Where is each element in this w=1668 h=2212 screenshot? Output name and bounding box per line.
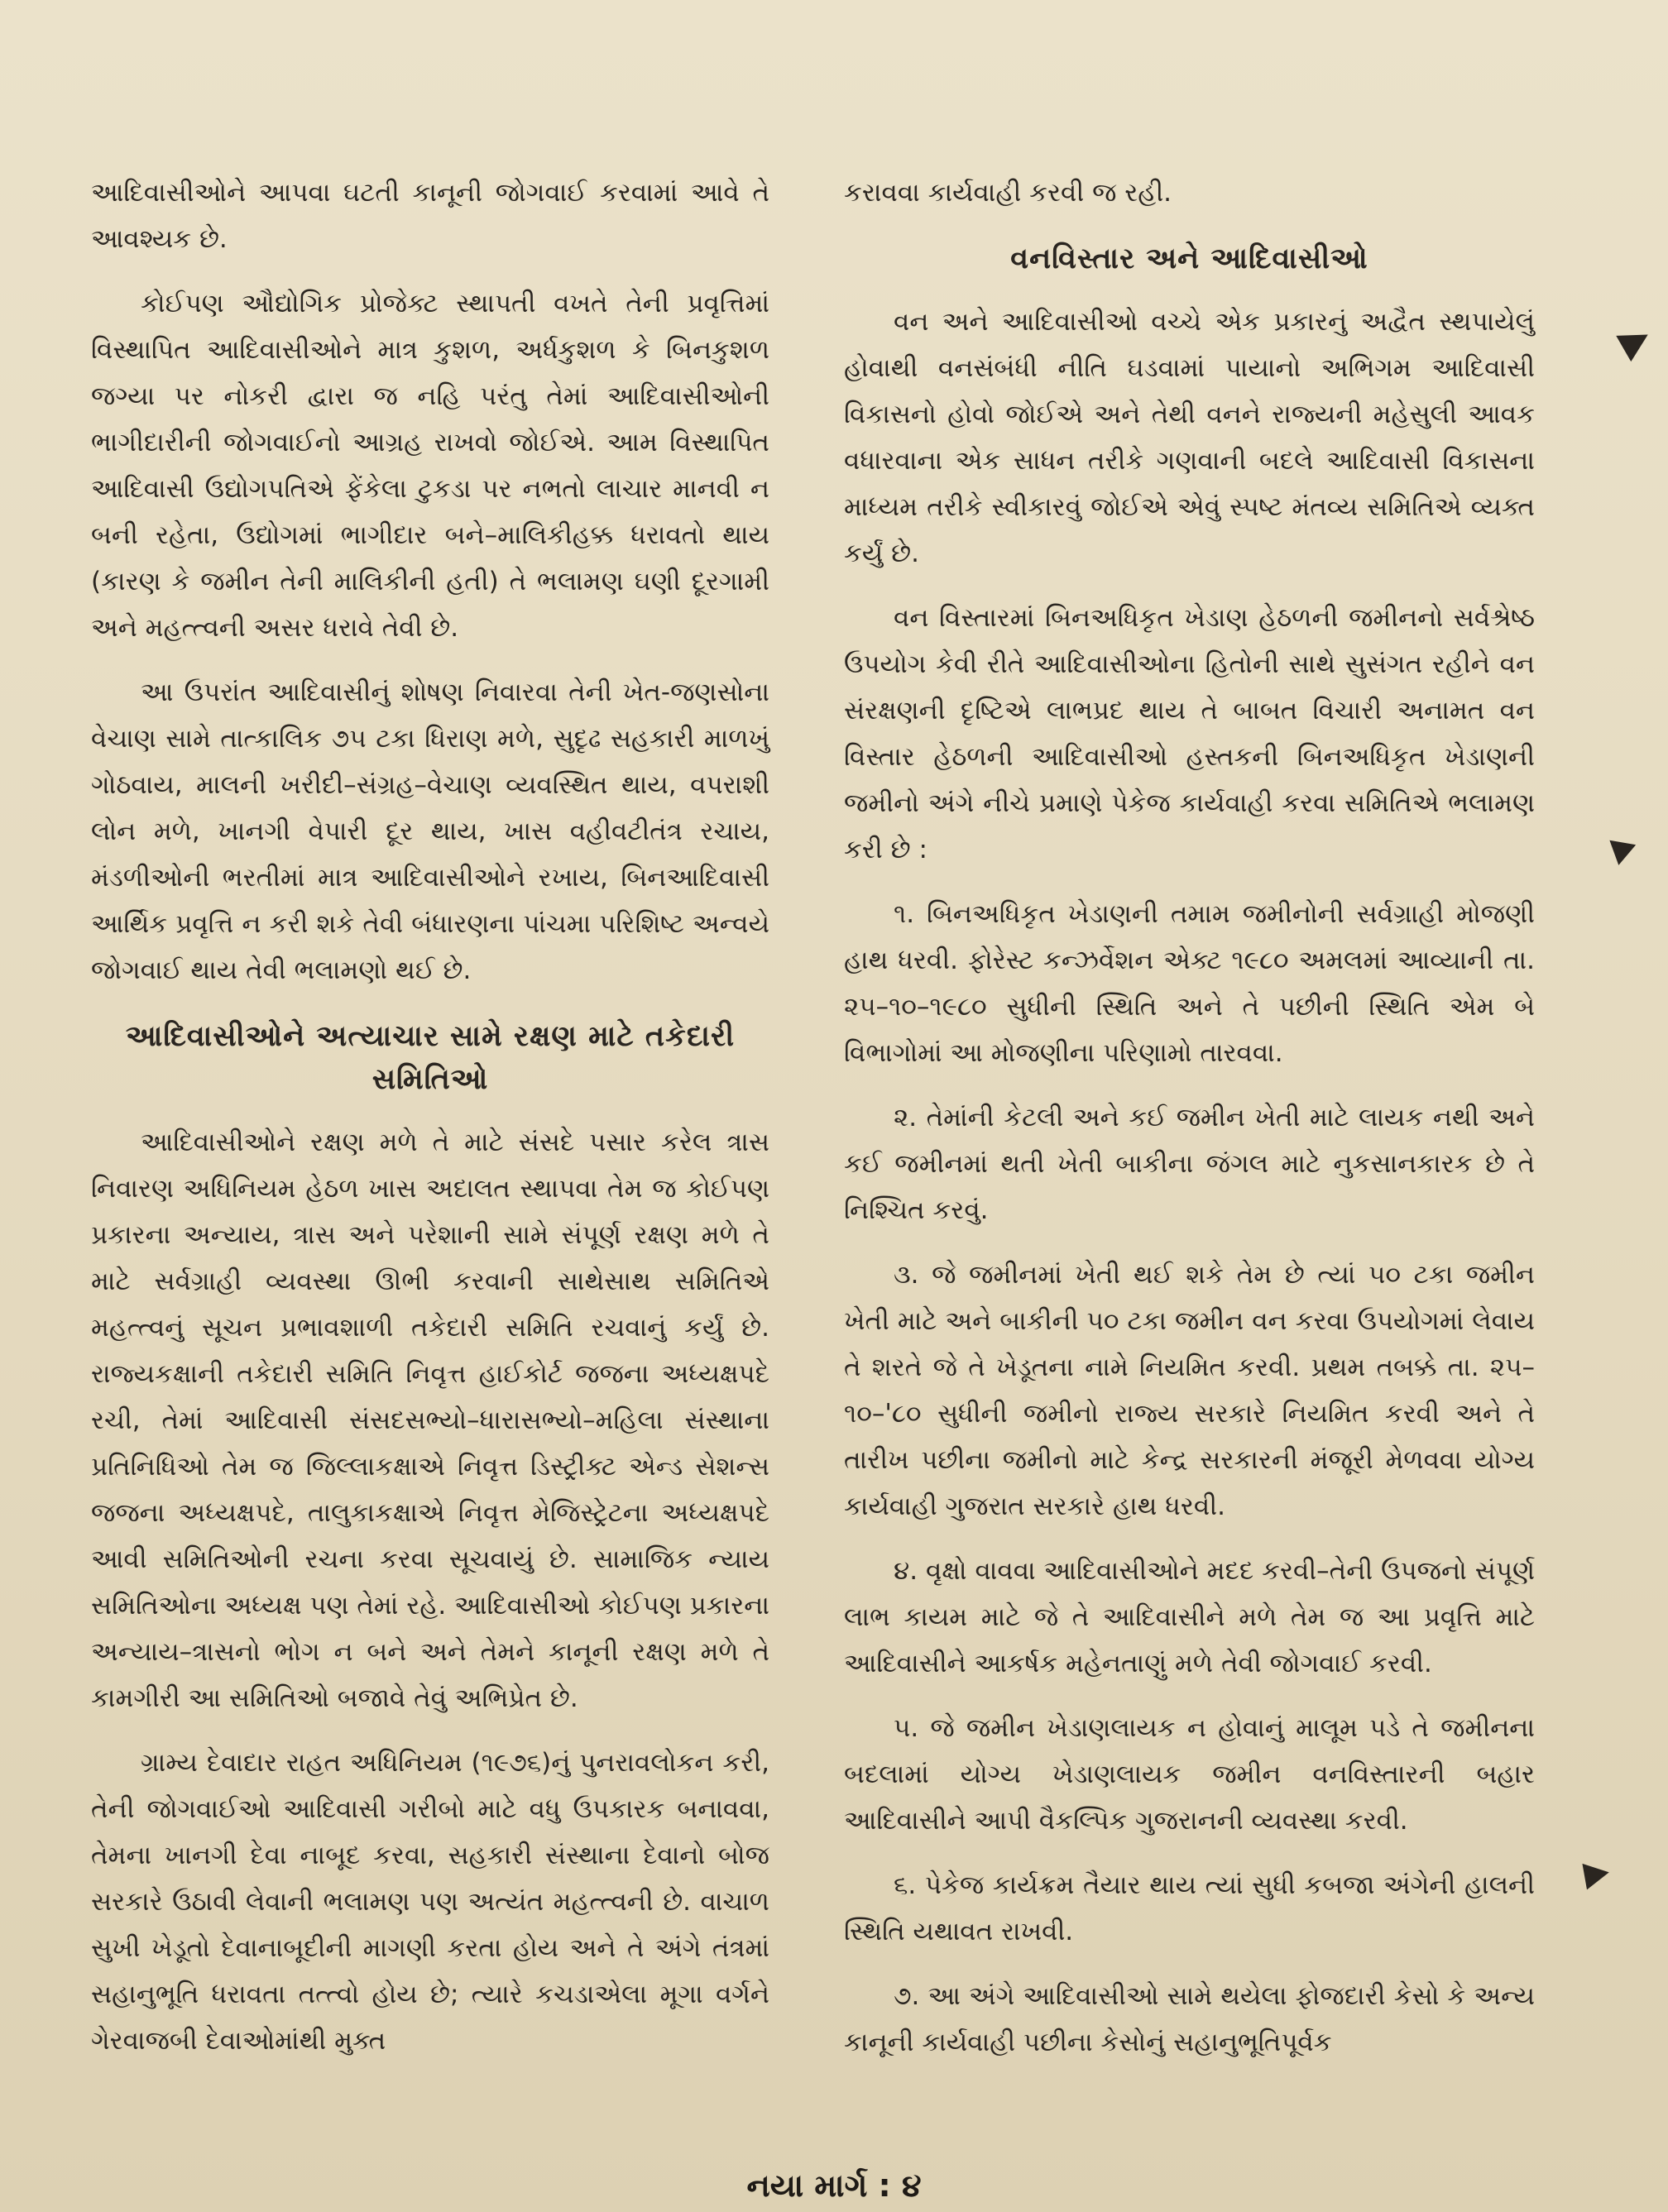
right-column: [844, 170, 1535, 2084]
paragraph: કરાવવા કાર્યવાહી કરવી જ રહી.: [844, 178, 1172, 208]
list-item: ૬. પેકેજ કાર્યક્રમ તૈયાર થાય ત્યાં સુધી કબજા અંગેની હાલની સ્થિતિ યથાવત રાખવી.: [844, 1870, 1535, 1946]
margin-tick-mark: [1582, 1860, 1611, 1890]
list-item: ૪. વૃક્ષો વાવવા આદિવાસીઓને મદદ કરવી–તેની ઉપજનો સંપૂર્ણ લાભ કાયમ માટે જે તે આદિવાસીને મળે તેમ જ આ પ્રવૃત્તિ માટે આદિવાસીને આકર્ષક મહેનતાણું મળે તેવી જોગવાઈ કરવી.: [844, 1556, 1535, 1678]
margin-tick-mark: [1609, 832, 1640, 865]
list-item: ૭. આ અંગે આદિવાસીઓ સામે થયેલા ફોજદારી કેસો કે અન્ય કાનૂની કાર્યવાહી પછીના કેસોનું સહાનુભૂતિપૂર્વક: [844, 1981, 1535, 2057]
paragraph: આદિવાસીઓને આપવા ઘટતી કાનૂની જોગવાઈ કરવામાં આવે તે આવશ્યક છે.: [91, 178, 769, 254]
paragraph: વન અને આદિવાસીઓ વચ્ચે એક પ્રકારનું અદ્વૈત સ્થપાયેલું હોવાથી વનસંબંધી નીતિ ઘડવામાં પાયાનો અભિગમ આદિવાસી વિકાસનો હોવો જોઈએ અને તેથી વનને રાજ્યની મહેસુલી આવક વધારવાના એક સાધન તરીકે ગણવાની બદલે આદિવાસી વિકાસના માધ્યમ તરીકે સ્વીકારવું જોઈએ એવું સ્પષ્ટ મંતવ્ય સમિતિએ વ્યક્ત કર્યું છે.: [844, 307, 1535, 568]
paragraph: આ ઉપરાંત આદિવાસીનું શોષણ નિવારવા તેની ખેત-જણસોના વેચાણ સામે તાત્કાલિક ૭૫ ટકા ધિરાણ મળે, સુદૃઢ સહકારી માળખું ગોઠવાય, માલની ખરીદી–સંગ્રહ–વેચાણ વ્યવસ્થિત થાય, વપરાશી લોન મળે, ખાનગી વેપારી દૂર થાય, ખાસ વહીવટીતંત્ર રચાય, મંડળીઓની ભરતીમાં માત્ર આદિવાસીઓને રખાય, બિનઆદિવાસી આર્થિક પ્રવૃત્તિ ન કરી શકે તેવી બંધારણના પાંચમા પરિશિષ્ટ અન્વયે જોગવાઈ થાય તેવી ભલામણો થઈ છે.: [91, 677, 769, 985]
list-item: ૧. બિનઅધિકૃત ખેડાણની તમામ જમીનોની સર્વગ્રાહી મોજણી હાથ ધરવી. ફોરેસ્ટ કન્ઝર્વેશન એક્ટ ૧૯૮૦ અમલમાં આવ્યાની તા. ૨૫–૧૦–૧૯૮૦ સુધીની સ્થિતિ અને તે પછીની સ્થિતિ એમ બે વિભાગોમાં આ મોજણીના પરિણામો તારવવા.: [844, 899, 1535, 1068]
list-item: ૨. તેમાંની કેટલી અને કઈ જમીન ખેતી માટે લાયક નથી અને કઈ જમીનમાં થતી ખેતી બાકીના જંગલ માટે નુકસાનકારક છે તે નિશ્ચિત કરવું.: [844, 1103, 1535, 1225]
page-footer: નયા માર્ગ : ૪: [746, 2167, 922, 2204]
list-item: ૩. જે જમીનમાં ખેતી થઈ શકે તેમ છે ત્યાં ૫૦ ટકા જમીન ખેતી માટે અને બાકીની ૫૦ ટકા જમીન વન કરવા ઉપયોગમાં લેવાય તે શરતે જે તે ખેડૂતના નામે નિયમિત કરવી. પ્રથમ તબક્કે તા. ૨૫–૧૦–'૮૦ સુધીની જમીનો રાજ્ય સરકારે નિયમિત કરવી અને તે તારીખ પછીના જમીનો માટે કેન્દ્ર સરકારની મંજૂરી મેળવવા યોગ્ય કાર્યવાહી ગુજરાત સરકારે હાથ ધરવી.: [844, 1260, 1535, 1521]
list-item: ૫. જે જમીન ખેડાણલાયક ન હોવાનું માલૂમ પડે તે જમીનના બદલામાં યોગ્ય ખેડાણલાયક જમીન વનવિસ્તારની બહાર આદિવાસીને આપી વૈકલ્પિક ગુજરાનની વ્યવસ્થા કરવી.: [844, 1713, 1535, 1836]
margin-tick-mark: [1616, 322, 1655, 361]
paragraph: વન વિસ્તારમાં બિનઅધિકૃત ખેડાણ હેઠળની જમીનનો સર્વશ્રેષ્ઠ ઉપયોગ કેવી રીતે આદિવાસીઓના હિતોની સાથે સુસંગત રહીને વન સંરક્ષણની દૃષ્ટિએ લાભપ્રદ થાય તે બાબત વિચારી અનામત વન વિસ્તાર હેઠળની આદિવાસીઓ હસ્તકની બિનઅધિકૃત ખેડાણની જમીનો અંગે નીચે પ્રમાણે પેકેજ કાર્યવાહી કરવા સમિતિએ ભલામણ કરી છે :: [844, 603, 1535, 864]
paragraph: આદિવાસીઓને રક્ષણ મળે તે માટે સંસદે પસાર કરેલ ત્રાસ નિવારણ અધિનિયમ હેઠળ ખાસ અદાલત સ્થાપવા તેમ જ કોઈપણ પ્રકારના અન્યાય, ત્રાસ અને પરેશાની સામે સંપૂર્ણ રક્ષણ મળે તે માટે સર્વગ્રાહી વ્યવસ્થા ઊભી કરવાની સાથેસાથ સમિતિએ મહત્ત્વનું સૂચન પ્રભાવશાળી તકેદારી સમિતિ રચવાનું કર્યું છે. રાજ્યકક્ષાની તકેદારી સમિતિ નિવૃત્ત હાઈકોર્ટ જજના અધ્યક્ષપદે રચી, તેમાં આદિવાસી સંસદસભ્યો–ધારાસભ્યો–મહિલા સંસ્થાના પ્રતિનિધિઓ તેમ જ જિલ્લાકક્ષાએ નિવૃત્ત ડિસ્ટ્રીક્ટ એન્ડ સેશન્સ જજના અધ્યક્ષપદે, તાલુકાકક્ષાએ નિવૃત્ત મેજિસ્ટ્રેટના અધ્યક્ષપદે આવી સમિતિઓની રચના કરવા સૂચવાયું છે. સામાજિક ન્યાય સમિતિઓના અધ્યક્ષ પણ તેમાં રહે. આદિવાસીઓ કોઈપણ પ્રકારના અન્યાય–ત્રાસનો ભોગ ન બને અને તેમને કાનૂની રક્ષણ મળે તે કામગીરી આ સમિતિઓ બજાવે તેવું અભિપ્રેત છે.: [91, 1128, 769, 1713]
paragraph: ગ્રામ્ય દેવાદાર રાહત અધિનિયમ (૧૯૭૬)નું પુનરાવલોકન કરી, તેની જોગવાઈઓ આદિવાસી ગરીબો માટે વધુ ઉપકારક બનાવવા, તેમના ખાનગી દેવા નાબૂદ કરવા, સહકારી સંસ્થાના દેવાનો બોજ સરકારે ઉઠાવી લેવાની ભલામણ પણ અત્યંત મહત્ત્વની છે. વાચાળ સુખી ખેડૂતો દેવાનાબૂદીની માગણી કરતા હોય અને તે અંગે તંત્રમાં સહાનુભૂતિ ધરાવતા તત્ત્વો હોય છે; ત્યારે કચડાએલા મૂગા વર્ગને ગેરવાજબી દેવાઓમાંથી મુક્ત: [91, 1748, 769, 2056]
paragraph: કોઈપણ ઔદ્યોગિક પ્રોજેક્ટ સ્થાપતી વખતે તેની પ્રવૃત્તિમાં વિસ્થાપિત આદિવાસીઓને માત્ર કુશળ, અર્ધકુશળ કે બિનકુશળ જગ્યા પર નોકરી દ્વારા જ નહિ પરંતુ તેમાં આદિવાસીઓની ભાગીદારીની જોગવાઈનો આગ્રહ રાખવો જોઈએ. આમ વિસ્થાપિત આદિવાસી ઉદ્યોગપતિએ ફેંકેલા ટુકડા પર નભતો લાચાર માનવી ન બની રહેતા, ઉદ્યોગમાં ભાગીદાર બને–માલિકીહક્ક ધરાવતો થાય (કારણ કે જમીન તેની માલિકીની હતી) તે ભલામણ ઘણી દૂરગામી અને મહત્ત્વની અસર ધરાવે તેવી છે.: [91, 289, 769, 643]
left-column: [91, 170, 769, 2082]
section-heading: આદિવાસીઓને અત્યાચાર સામે રક્ષણ માટે તકેદારી સમિતિઓ: [125, 1020, 736, 1096]
section-heading: વનવિસ્તાર અને આદિવાસીઓ: [1010, 242, 1368, 275]
